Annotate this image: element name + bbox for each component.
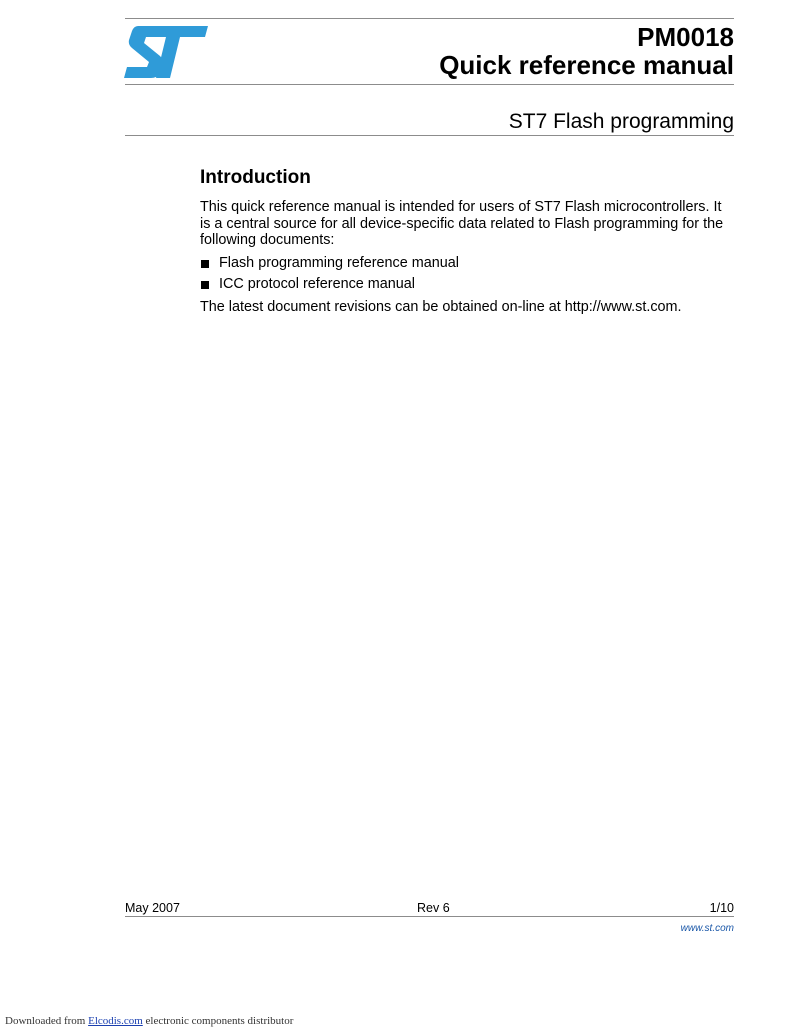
document-title: Quick reference manual: [439, 50, 734, 80]
download-suffix: electronic components distributor: [145, 1015, 294, 1027]
list-item-text: ICC protocol reference manual: [219, 276, 415, 292]
square-bullet-icon: [201, 260, 209, 268]
st-logo-icon: [124, 26, 208, 78]
list-item: [200, 276, 734, 293]
footer-date: May 2007: [125, 901, 180, 915]
footer-page-number: 1/10: [709, 901, 734, 915]
document-id: PM0018: [637, 22, 734, 52]
introduction-heading: Introduction: [200, 167, 311, 188]
website-link[interactable]: www.st.com: [680, 923, 734, 934]
introduction-paragraph: This quick reference manual is intended for users of ST7 Flash microcontrollers. It is a central source for all device-specific data related to Flash programming for the following documents:: [200, 199, 724, 248]
document-list: [200, 255, 734, 293]
footer-rule: [125, 916, 734, 917]
elcodis-link[interactable]: Elcodis.com: [88, 1015, 143, 1027]
closing-paragraph: The latest document revisions can be obtained on-line at http://www.st.com.: [200, 298, 682, 315]
download-notice: [5, 1014, 293, 1028]
subtitle-rule: [125, 135, 734, 136]
title-rule: [125, 84, 734, 85]
list-item: [200, 255, 734, 272]
top-rule: [125, 18, 734, 19]
list-item-text: Flash programming reference manual: [219, 254, 459, 271]
square-bullet-icon: [201, 281, 209, 289]
download-prefix: Downloaded from: [5, 1015, 86, 1027]
introduction-section: [200, 166, 734, 321]
document-subtitle: ST7 Flash programming: [508, 110, 734, 133]
footer-revision: Rev 6: [417, 901, 450, 915]
